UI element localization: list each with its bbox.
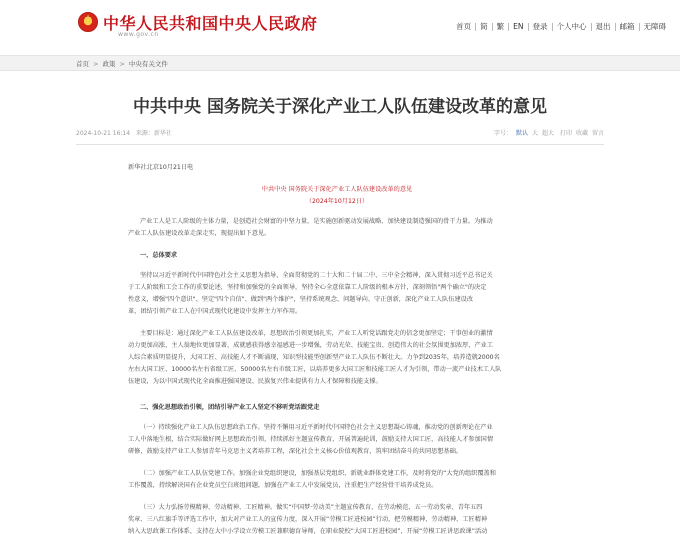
paragraph: （二）加强产业工人队伍党建工作。加强企业党组织建设，加强基层党组织、新就业群体党建工作，及时将党的“大党的组织覆盖和 [140,470,496,477]
font-xlarge-option[interactable]: 超大 [542,130,555,137]
paragraph: 坚持以习近平新时代中国特色社会主义思想为指导，全面贯彻党的二十大和二十届二中、三中全会精神，深入贯彻习近平总书记关 [140,272,493,279]
nav-simplified-link[interactable]: 简 [475,23,492,31]
national-emblem-icon[interactable] [78,12,98,32]
font-size-label: 字号： [493,130,512,137]
nav-logout-link[interactable]: 退出 [591,23,615,31]
paragraph: 革，团结引领产业工人在中国式现代化建设中发挥主力军作用。 [128,308,302,315]
breadcrumb [76,59,168,68]
nav-traditional-link[interactable]: 繁 [492,23,509,31]
breadcrumb-policy[interactable]: 政策 [102,60,116,68]
comment-button[interactable]: 留言 [591,130,604,137]
favorite-button[interactable]: 收藏 [575,130,588,137]
site-header [0,0,680,48]
breadcrumb-home[interactable]: 首页 [76,60,89,68]
breadcrumb-bar [0,55,680,71]
document-date: （2024年10月12日） [305,198,369,205]
top-nav [448,20,680,34]
paragraph: 产业工人是工人阶级的主体力量，是创造社会财富的中坚力量，是实施创新驱动发展战略、加快建设制造强国的骨干力量。为推动 [140,218,493,225]
article-meta [76,128,604,140]
nav-home-link[interactable]: 首页 [456,22,472,31]
breadcrumb-separator: > [119,60,125,68]
article-title: 中共中央 国务院关于深化产业工人队伍建设改革的意见 [133,97,547,117]
paragraph: 工作覆盖，持续解决国有企业党员空白班组问题，加强在产业工人中发展党员，注重把生产经营骨干培养成党员。 [128,482,438,489]
paragraph: 工人中落地生根，结合实际做好网上思想政治引领，持续抓好主题宣传教育，开展普遍轮训，鼓励支持大国工匠、高技能人才参加国情 [128,436,494,443]
section-heading: 一、总体要求 [140,252,178,259]
paragraph: 动力更加高涨，主人翁地位更加显著，成就感获得感幸福感进一步增强，劳动光荣、技能宝贵、创造伟大的社会氛围更加浓厚，产业工 [128,342,494,349]
font-large-option[interactable]: 大 [532,130,539,137]
print-button[interactable]: 打印 [559,130,572,137]
paragraph: 纳入大思政课工作体系，支持在大中小学设立劳模工匠兼职德育导师，在职业院校“大国工匠进校园”，开展“劳模工匠讲思政课”活动 [128,528,488,534]
nav-english-link[interactable]: EN [508,23,527,31]
dateline: 新华社北京10月21日电 [128,164,194,171]
paragraph: 奖章、三八红旗手等评选工作中，加大对产业工人的宣传力度，深入开展“劳模工匠进校园”行动，把劳模精神、劳动精神、工匠精神 [128,516,488,523]
site-title[interactable]: 中华人民共和国中央人民政府 [103,14,318,33]
paragraph: 伍建设，为以中国式现代化全面推进强国建设、民族复兴伟业提供有力人才保障和技能支撑。 [128,378,382,385]
paragraph: 性意义，增强"四个意识"、坚定"四个自信"、做到"两个维护"，坚持系统观念、问题导向、守正创新，深化产业工人队伍建设改 [128,296,474,303]
breadcrumb-separator: > [93,60,99,68]
article-source: 来源：新华社 [135,130,172,137]
title-divider [76,144,604,145]
paragraph: （一）持续强化产业工人队伍思想政治工作。坚持不懈用习近平新时代中国特色社会主义思想凝心铸魂，推动党的创新理论在产业 [140,424,493,431]
paragraph: 人综合素质明显提升，大国工匠、高技能人才不断涌现，知识型技能型创新型产业工人队伍不断壮大。力争到2035年，培养造就2000名 [128,354,500,361]
paragraph: 左右大国工匠、10000名左右省级工匠、50000名左右市级工匠，以培养更多大国工匠和技能工匠人才为引领，带动一流产业技术工人队 [128,366,502,373]
site-domain: www.gov.cn [118,31,159,38]
breadcrumb-central-docs[interactable]: 中央有关文件 [128,60,168,68]
paragraph: （三）大力弘扬劳模精神、劳动精神、工匠精神。做实“中国梦·劳动美”主题宣传教育，在劳动模范、五一劳动奖章、青年五四 [140,504,483,511]
paragraph: 产业工人队伍建设改革走深走实，现提出如下意见。 [128,230,271,237]
nav-mail-link[interactable]: 邮箱 [615,23,639,31]
nav-accessibility-link[interactable]: 无障碍 [639,23,671,31]
paragraph: 于工人阶级和工会工作的重要论述，坚持和加强党的全面领导，坚持全心全意依靠工人阶级的根本方针，深刻领悟"两个确立"的决定 [128,284,487,291]
nav-profile-link[interactable]: 个人中心 [552,23,591,31]
nav-login-link[interactable]: 登录 [528,23,552,31]
section-heading: 二、强化思想政治引领，团结引导产业工人坚定不移听党话跟党走 [140,404,320,411]
document-title: 中共中央 国务院关于深化产业工人队伍建设改革的意见 [261,186,413,193]
paragraph: 研修，鼓励支持产业工人参加青年马克思主义者培养工程，深化社会主义核心价值观教育，筑牢团结奋斗的共同思想基础。 [128,448,463,455]
paragraph: 主要目标是：通过深化产业工人队伍建设改革，思想政治引领更加扎实，产业工人听党话跟党走的信念更加坚定；干事创业的激情 [140,330,493,337]
font-default-option[interactable]: 默认 [515,130,528,137]
article-date: 2024-10-21 16:14 [76,130,131,137]
